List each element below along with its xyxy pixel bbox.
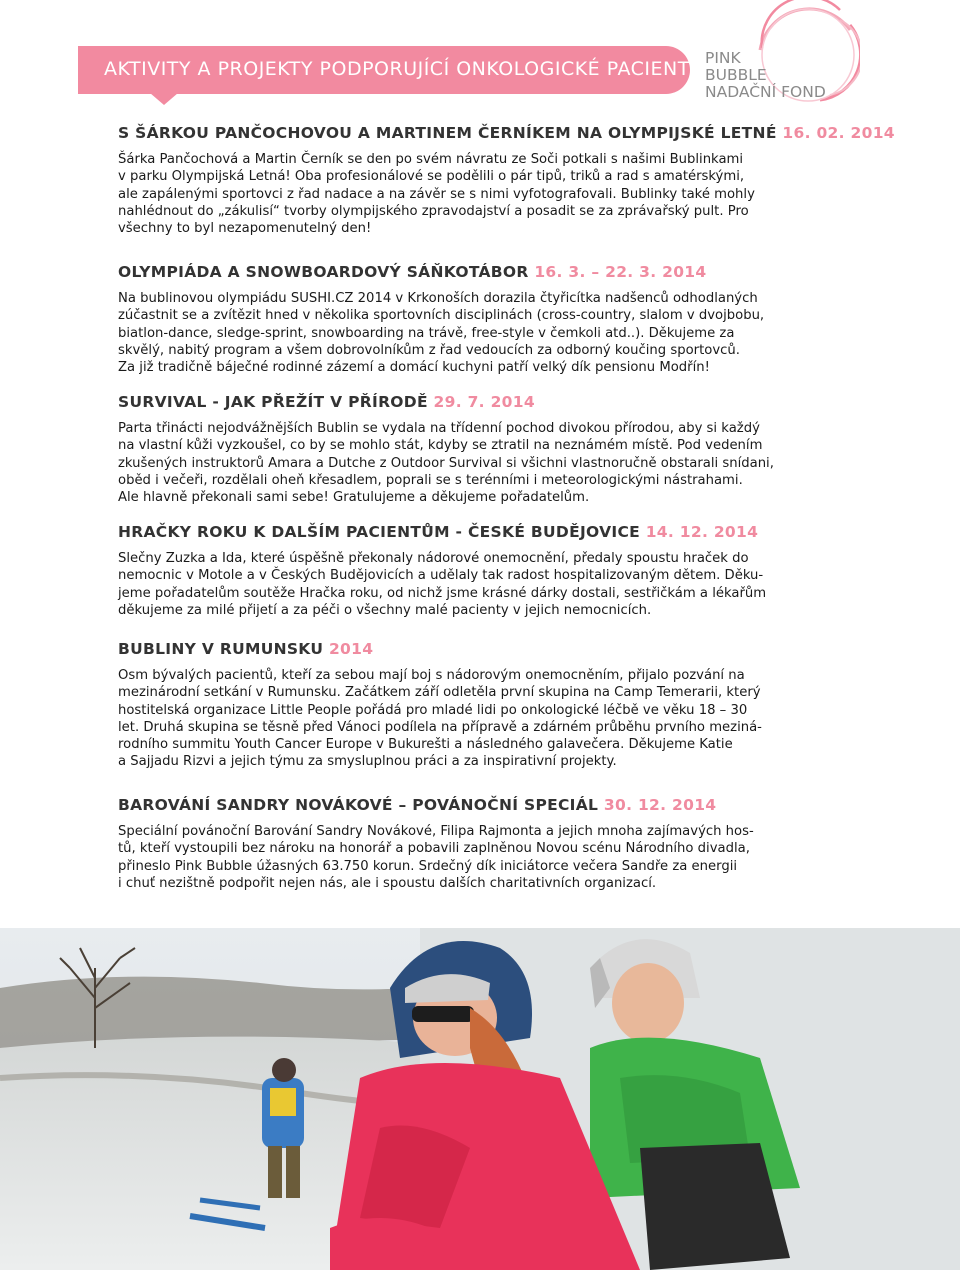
section-title xyxy=(118,523,848,541)
article-section-barovani xyxy=(118,796,848,892)
section-title xyxy=(118,263,848,281)
section-title-text: S ŠÁRKOU PANČOCHOVOU A MARTINEM ČERNÍKEM NA OLYMPIJSKÉ LETNÉ xyxy=(118,124,777,142)
section-body: Parta třinácti nejodvážnějších Bublin se vydala na třídenní pochod divokou přírodou, aby si každý na vlastní kůži vyzkoušel, co by se mohlo stát, kdyby se ztratil na neznámém místě. Pod vedením zkušených instruktorů Amara a Dutche z Outdoor Survival si všichni vlastnoručně obstarali snídani, oběd i večeři, rozdělali oheň křesadlem, poprali se s terénními i meteorologickými nástrahami. Ale hlavně překonali sami sebe! Gratulujeme a děkujeme pořadatelům. xyxy=(118,421,774,506)
section-title-text: BUBLINY V RUMUNSKU xyxy=(118,640,324,658)
section-title-text: OLYMPIÁDA A SNOWBOARDOVÝ SÁŇKOTÁBOR xyxy=(118,263,529,281)
article-section-olympijska-letna xyxy=(118,124,895,237)
section-body: Na bublinovou olympiádu SUSHI.CZ 2014 v Krkonoších dorazila čtyřicítka nadšenců odhodlaných zúčastnit se a zvítězit hned v několika sportovních disciplinách (cross-country, slalom v dvojbobu, biatlon-dance, sledge-sprint, snowboarding na trávě, free-style v čemkoli atd..). Děkujeme za skvělý, nabitý program a všem dobrovolníkům z řad vedoucích za odborný koučing sportovců. Za již tradičně báječné rodinné zázemí a domácí kuchyni patří velký dík pensionu Modřín! xyxy=(118,291,765,376)
logo-line-nadacni-fond: NADAČNÍ FOND xyxy=(705,83,826,101)
section-date: 16. 02. 2014 xyxy=(782,124,895,142)
section-body: Speciální povánoční Barování Sandry Novákové, Filipa Rajmonta a jejich mnoha zajímavých hos- tů, kteří vystoupili bez nároku na honorář a pobavili zaplněnou Novou scénu Národního divadla, přineslo Pink Bubble úžasných 63.750 korun. Srdečný dík iniciátorce večera Sandře za energii i chuť nezištně podpořit nejen nás, ale i spoustu dalších charitativních organizací. xyxy=(118,824,754,891)
article-section-rumunsko xyxy=(118,640,848,771)
section-date: 14. 12. 2014 xyxy=(645,523,759,541)
section-date: 2014 xyxy=(328,640,374,658)
article-section-survival xyxy=(118,393,848,506)
section-title-text: SURVIVAL - JAK PŘEŽÍT V PŘÍRODĚ xyxy=(118,393,428,411)
section-title xyxy=(118,124,895,142)
section-date: 29. 7. 2014 xyxy=(433,393,535,411)
section-title xyxy=(118,796,848,814)
section-date: 16. 3. – 22. 3. 2014 xyxy=(534,263,707,281)
section-title-text: HRAČKY ROKU K DALŠÍM PACIENTŮM - ČESKÉ BUDĚJOVICE xyxy=(118,523,641,541)
section-title xyxy=(118,640,848,658)
section-title-text: BAROVÁNÍ SANDRY NOVÁKOVÉ – POVÁNOČNÍ SPECIÁL xyxy=(118,796,599,814)
logo-line-pink: PINK xyxy=(705,49,741,67)
logo-wordmark xyxy=(705,50,826,101)
section-title xyxy=(118,393,848,411)
article-section-hracky-roku xyxy=(118,523,848,619)
logo-line-bubble: BUBBLE xyxy=(705,66,767,84)
banner-title: AKTIVITY A PROJEKTY PODPORUJÍCÍ ONKOLOGICKÉ PACIENTY xyxy=(104,58,702,80)
winter-sledding-photo xyxy=(0,928,960,1270)
section-date: 30. 12. 2014 xyxy=(603,796,717,814)
article-section-olympiada xyxy=(118,263,848,376)
section-body: Šárka Pančochová a Martin Černík se den po svém návratu ze Soči potkali s našimi Bublinkami v parku Olympijská Letná! Oba profesionálové se podělili o pár tipů, triků a rad s amatérskými, ale zapálenými sportovci z řad nadace a na závěr se s nimi vyfotografovali. Bublinky také mohly nahlédnout do „zákulisí“ tvorby olympijského zpravodajství a posadit se za zprávařský pult. Pro všechny to byl nezapomenutelný den! xyxy=(118,152,755,237)
section-body: Osm bývalých pacientů, kteří za sebou mají boj s nádorovým onemocněním, přijalo pozvání na mezinárodní setkání v Rumunsku. Začátkem září odletěla první skupina na Camp Temerarii, který hostitelská organizace Little People pořádá pro mladé lidi po onkologické léčbě ve věku 18 – 30 let. Druhá skupina se těsně před Vánoci podílela na přípravě a zdárném průběhu prvního meziná- rodního summitu Youth Cancer Europe v Bukurešti a následného galavečera. Děkujeme Katie a Sajjadu Rizvi a jejich týmu za smysluplnou práci a za inspirativní projekty. xyxy=(118,668,762,770)
banner-pointer xyxy=(150,93,178,105)
section-body: Slečny Zuzka a Ida, které úspěšně překonaly nádorové onemocnění, předaly spoustu hraček do nemocnic v Motole a v Českých Budějovicích a udělaly tak radost hospitalizovaným dětem. Děku- jeme pořadatelům soutěže Hračka roku, od nichž jsme krásné dárky dostali, sestřičkám a lékařům děkujeme za milé přijetí a za péči o všechny malé pacienty v jejich nemocnicích. xyxy=(118,551,767,618)
